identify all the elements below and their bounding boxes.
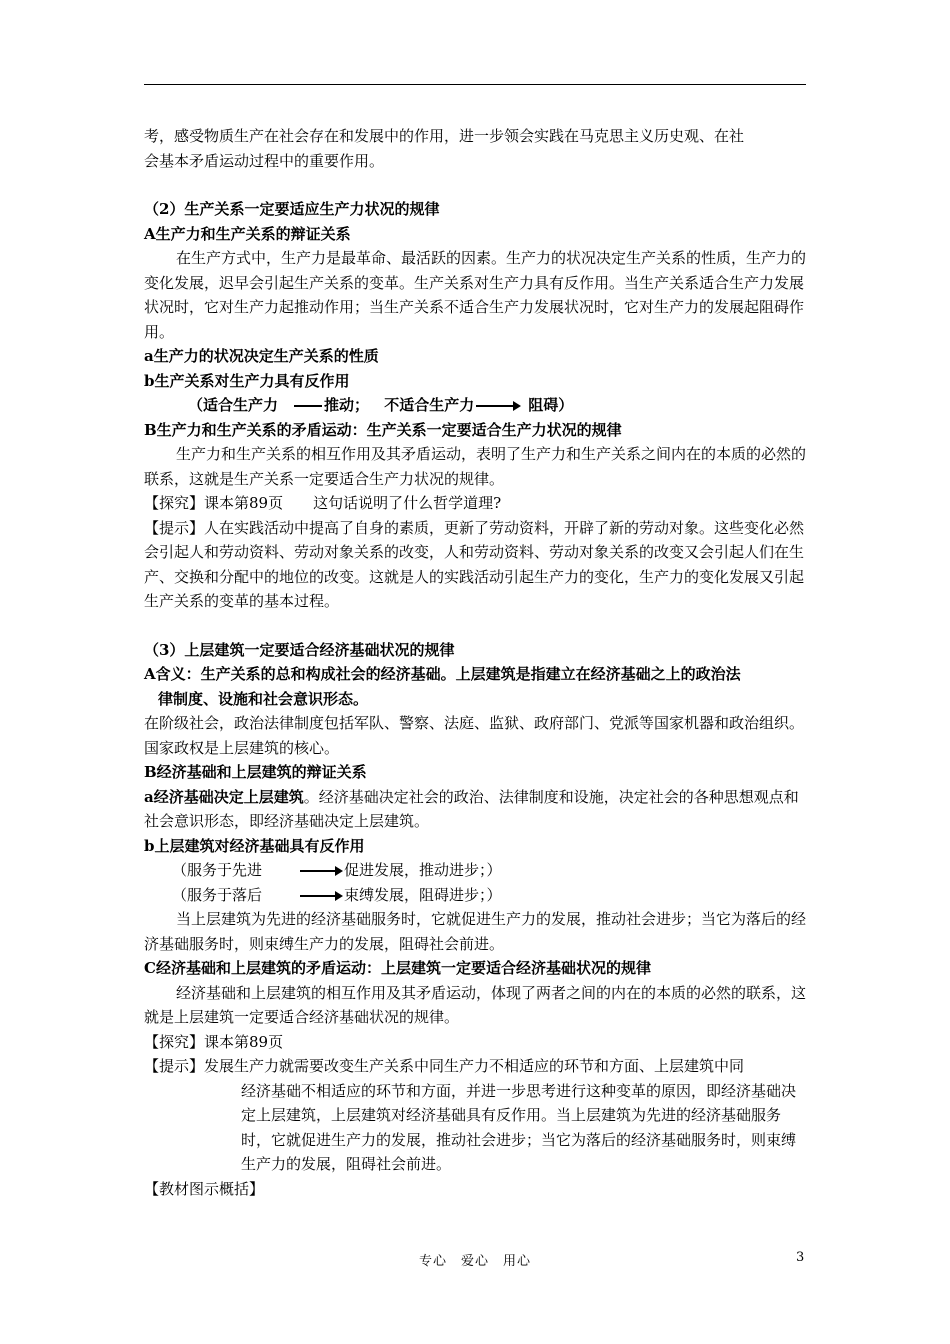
text-line: 会基本矛盾运动过程中的重要作用。 [144, 151, 385, 170]
paragraph: 当上层建筑为先进的经济基础服务时，它就促进生产力的发展，推动社会进步；当它为落后的经济基础服务时，则束缚生产力的发展，阻碍社会前进。 [144, 910, 807, 953]
paragraph: 在阶级社会，政治法律制度包括军队、警察、法庭、监狱、政府部门、党派等国家机器和政治组织。国家政权是上层建筑的核心。 [144, 714, 805, 757]
section-heading: （3）上层建筑一定要适合经济基础状况的规律 [144, 640, 455, 659]
hint-paragraph: 经济基础不相适应的环节和方面，并进一步思考进行这种变革的原因，即经济基础决定上层建筑，上层建筑对经济基础具有反作用。当上层建筑为先进的经济基础服务时，它就促进生产力的发展，推动社会进步；当它为落后的经济基础服务时，则束缚生产力的发展，阻碍社会前进。 [241, 1081, 797, 1173]
arrow-icon [300, 895, 336, 897]
point-heading: a经济基础决定上层建筑 [144, 787, 304, 806]
paragraph: 生产力和生产关系的相互作用及其矛盾运动，表明了生产力和生产关系之间内在的本质的必然的联系，这就是生产关系一定要适合生产力状况的规律。 [144, 445, 807, 488]
arrow-label: 促进发展，推动进步；） [344, 861, 502, 879]
arrow-label: （服务于落后 [172, 885, 263, 904]
arrow-label: （适合生产力 [188, 396, 279, 414]
hint-paragraph: 【提示】人在实践活动中提高了自身的素质，更新了劳动资料，开辟了新的劳动对象。这些变化必然会引起人和劳动资料、劳动对象关系的改变，人和劳动资料、劳动对象关系的改变又会引起人们在生产、交换和分配中的地位的改变。这就是人的实践活动引起生产力的变化，生产力的变化发展又引起生产关系的变革的基本过程。 [144, 518, 805, 610]
arrow-label: 阻碍） [528, 396, 574, 414]
arrow-label: 束缚发展，阻碍进步；） [344, 885, 502, 904]
subsection-heading: A含义：生产关系的总和构成社会的经济基础。上层建筑是指建立在经济基础之上的政治法 [144, 665, 741, 683]
arrow-label: 不适合生产力 [384, 396, 475, 414]
subsection-heading: B经济基础和上层建筑的辩证关系 [144, 763, 367, 781]
point-heading: a生产力的状况决定生产关系的性质 [144, 347, 379, 365]
explore-line: 【探究】课本第89页 这句话说明了什么哲学道理? [144, 494, 502, 512]
arrow-line [144, 858, 806, 883]
arrow-icon [300, 870, 336, 872]
hint-label: 【提示】 [144, 1057, 205, 1075]
arrow-icon [476, 405, 514, 407]
paragraph: 在生产方式中，生产力是最革命、最活跃的因素。生产力的状况决定生产关系的性质，生产力的变化发展，迟早会引起生产关系的变革。生产关系对生产力具有反作用。当生产关系适合生产力发展状况时，它对生产力起推动作用；当生产关系不适合生产力发展状况时，它对生产力的发展起阻碍作用。 [144, 249, 807, 341]
point-heading: b生产关系对生产力具有反作用 [144, 371, 350, 390]
hint-text: 发展生产力就需要改变生产关系中同生产力不相适应的环节和方面、上层建筑中同 [204, 1057, 745, 1075]
text-line: 考，感受物质生产在社会存在和发展中的作用，进一步领会实践在马克思主义历史观、在社 [144, 127, 745, 145]
point-heading: b上层建筑对经济基础具有反作用 [144, 836, 365, 855]
point-text: 。经济基础决定社会的政治、法律制度和设施，决定社会的各种思想观点和社会意识形态，即经济基础决定上层建筑。 [144, 787, 799, 830]
explore-line: 【探究】课本第89页 [144, 1032, 284, 1051]
subsection-heading: C经济基础和上层建筑的矛盾运动：上层建筑一定要适合经济基础状况的规律 [144, 959, 651, 977]
paragraph: 经济基础和上层建筑的相互作用及其矛盾运动，体现了两者之间的内在的本质的必然的联系，这就是上层建筑一定要适合经济基础状况的规律。 [144, 983, 807, 1026]
subsection-heading: A生产力和生产关系的辩证关系 [144, 224, 351, 243]
arrow-label: 推动； [324, 396, 370, 414]
document-body [144, 124, 806, 1201]
header-rule [144, 84, 806, 85]
subsection-heading: 律制度、设施和社会意识形态。 [158, 689, 369, 708]
subsection-heading: B生产力和生产关系的矛盾运动：生产关系一定要适合生产力状况的规律 [144, 420, 622, 439]
arrow-line [144, 883, 806, 908]
hint-first-line [144, 1054, 806, 1079]
section-heading: （2）生产关系一定要适应生产力状况的规律 [144, 200, 440, 218]
page-number: 3 [796, 1250, 805, 1265]
arrow-label: （服务于先进 [172, 861, 263, 879]
footer-motto: 专心 爱心 用心 [418, 1254, 531, 1269]
paragraph [144, 785, 806, 834]
figure-summary-label: 【教材图示概括】 [144, 1179, 265, 1198]
line-connector [294, 405, 322, 407]
arrow-summary [144, 393, 806, 418]
